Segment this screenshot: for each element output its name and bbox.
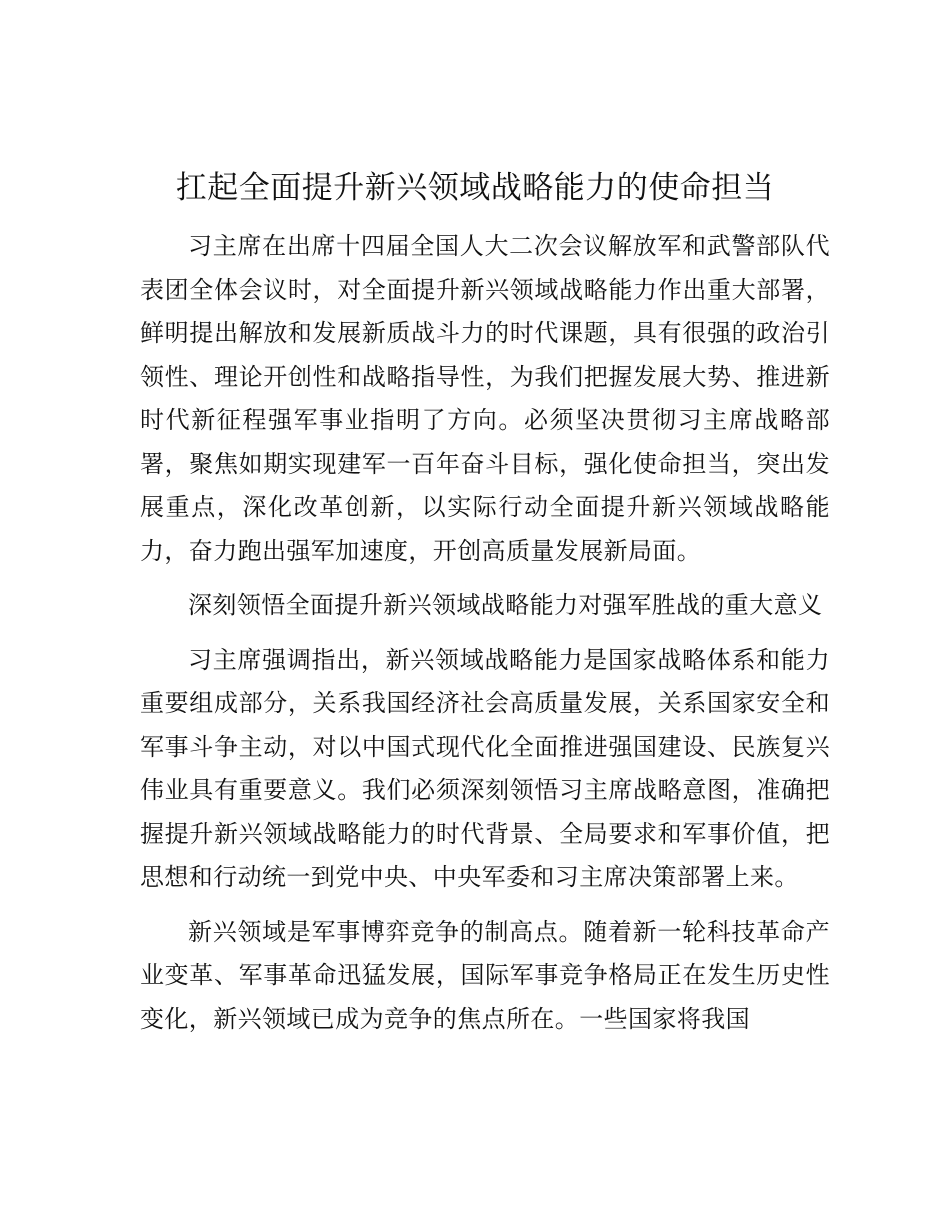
paragraph-emerging-fields: 新兴领域是军事博弈竞争的制高点。随着新一轮科技革命产业变革、军事革命迅猛发展，国际军事竞争格局正在发生历史性变化，新兴领域已成为竞争的焦点所在。一些国家将我国 [140, 917, 830, 1033]
paragraph-significance: 习主席强调指出，新兴领域战略能力是国家战略体系和能力重要组成部分，关系我国经济社会高质量发展，关系国家安全和军事斗争主动，对以中国式现代化全面推进强国建设、民族复兴伟业具有重要意义。我们必须深刻领悟习主席战略意图，准确把握提升新兴领域战略能力的时代背景、全局要求和军事价值，把思想和行动统一到党中央、中央军委和习主席决策部署上来。 [140, 645, 830, 891]
document-title: 扛起全面提升新兴领域战略能力的使命担当 [175, 170, 775, 206]
document-body [140, 225, 830, 1052]
section-heading: 深刻领悟全面提升新兴领域战略能力对强军胜战的重大意义 [188, 591, 823, 619]
paragraph-intro: 习主席在出席十四届全国人大二次会议解放军和武警部队代表团全体会议时，对全面提升新兴领域战略能力作出重大部署，鲜明提出解放和发展新质战斗力的时代课题，具有很强的政治引领性、理论开创性和战略指导性，为我们把握发展大势、推进新时代新征程强军事业指明了方向。必须坚决贯彻习主席战略部署，聚焦如期实现建军一百年奋斗目标，强化使命担当，突出发展重点，深化改革创新，以实际行动全面提升新兴领域战略能力，奋力跑出强军加速度，开创高质量发展新局面。 [140, 232, 830, 565]
